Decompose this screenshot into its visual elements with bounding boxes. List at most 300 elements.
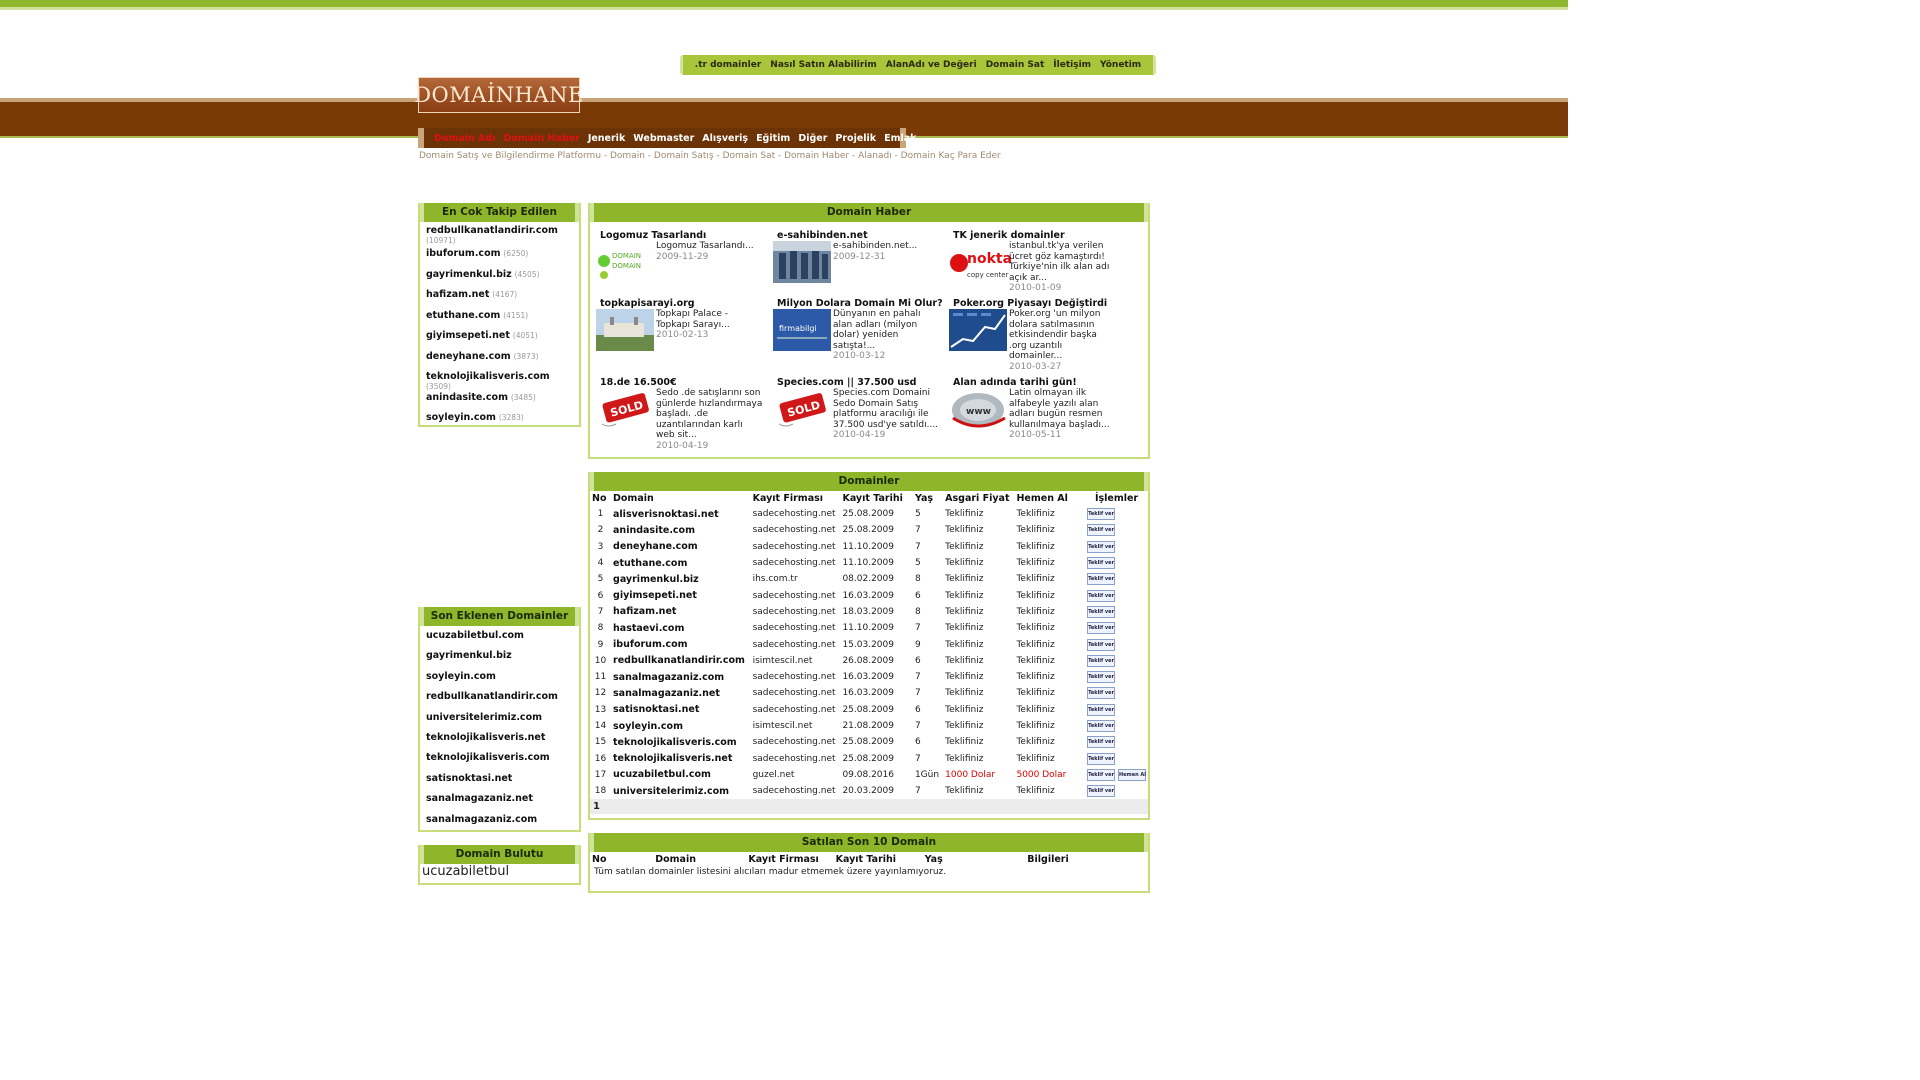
domain-name[interactable]: soyleyin.com bbox=[613, 720, 683, 732]
table-row bbox=[590, 718, 1148, 734]
news-item[interactable] bbox=[600, 377, 770, 451]
table-row bbox=[590, 734, 1148, 750]
domain-age: 7 bbox=[914, 721, 921, 731]
table-row bbox=[590, 783, 1148, 799]
column-header: Kayıt Tarihi bbox=[842, 493, 903, 504]
svg-text:nokta: nokta bbox=[967, 251, 1013, 267]
make-offer-button[interactable]: Teklif ver bbox=[1087, 687, 1115, 699]
news-title[interactable]: Milyon Dolara Domain Mi Olur? bbox=[777, 298, 943, 309]
row-number: 5 bbox=[597, 574, 604, 585]
buy-now-price: Teklifiniz bbox=[1016, 639, 1055, 650]
registration-date: 25.08.2009 bbox=[842, 509, 894, 520]
row-number: 18 bbox=[594, 786, 607, 797]
registrar: isimtescil.net bbox=[752, 655, 813, 666]
table-row bbox=[590, 506, 1148, 522]
top-stripe bbox=[0, 0, 1568, 10]
row-number: 12 bbox=[594, 688, 607, 699]
list-item[interactable]: soyleyin.com bbox=[426, 670, 496, 682]
list-item[interactable] bbox=[420, 389, 579, 410]
list-item[interactable] bbox=[420, 286, 579, 307]
list-item[interactable] bbox=[420, 307, 579, 328]
make-offer-button[interactable]: Teklif ver bbox=[1087, 524, 1115, 536]
column-header: Kayıt Firması bbox=[752, 493, 824, 504]
svg-text:copy center: copy center bbox=[967, 271, 1009, 279]
logo-text: DOMAİNHANE bbox=[414, 83, 584, 107]
minimum-price: Teklifiniz bbox=[945, 688, 984, 699]
recent-added-title: Son Eklenen Domainler bbox=[420, 607, 579, 626]
news-item[interactable] bbox=[953, 230, 1123, 294]
actions-cell bbox=[1085, 587, 1148, 603]
minimum-price: Teklifiniz bbox=[945, 606, 984, 617]
actions-cell bbox=[1085, 620, 1148, 636]
news-title[interactable]: e-sahibinden.net bbox=[777, 230, 868, 241]
row-number: 7 bbox=[597, 606, 604, 617]
news-summary bbox=[656, 309, 764, 341]
domain-news-box bbox=[588, 203, 1150, 459]
news-item[interactable] bbox=[953, 298, 1123, 372]
news-date: 2010-01-09 bbox=[1009, 283, 1062, 294]
row-number: 2 bbox=[597, 525, 604, 536]
news-item[interactable] bbox=[600, 298, 770, 341]
table-row bbox=[590, 587, 1148, 603]
site-logo[interactable] bbox=[414, 77, 584, 113]
registrar: sadecehosting.net bbox=[752, 753, 836, 764]
registration-date: 08.02.2009 bbox=[842, 574, 894, 585]
make-offer-button[interactable]: Teklif ver bbox=[1087, 769, 1115, 781]
table-row bbox=[590, 750, 1148, 766]
column-header: Domain bbox=[613, 493, 654, 504]
row-number: 17 bbox=[594, 769, 607, 780]
view-count: (4505) bbox=[514, 269, 540, 279]
actions-cell bbox=[1085, 522, 1148, 538]
sold-table bbox=[590, 852, 1148, 867]
buy-now-price: Teklifiniz bbox=[1016, 672, 1055, 683]
topnav-link[interactable]: Yönetim bbox=[1100, 60, 1142, 70]
row-number: 15 bbox=[594, 737, 607, 748]
stock-thumb-icon[interactable] bbox=[949, 309, 1007, 351]
news-summary bbox=[833, 241, 941, 262]
registrar: sadecehosting.net bbox=[752, 704, 836, 715]
list-item[interactable]: gayrimenkul.biz bbox=[426, 650, 512, 662]
pagination-page-1[interactable]: 1 bbox=[590, 799, 1148, 814]
registration-date: 25.08.2009 bbox=[842, 704, 894, 715]
news-title[interactable]: Poker.org Piyasayı Değiştirdi bbox=[953, 298, 1108, 309]
news-desc: istanbul.tk'ya verilen ücret göz kamaştırdı! Türkiye'nin ilk alan adı açık ar... bbox=[1009, 241, 1110, 283]
actions-cell bbox=[1085, 783, 1148, 799]
domain-age: 6 bbox=[914, 704, 921, 715]
view-count: (4167) bbox=[492, 290, 518, 299]
list-item[interactable]: ucuzabiletbul.com bbox=[426, 630, 524, 641]
buy-now-price: Teklifiniz bbox=[1016, 704, 1055, 715]
news-summary bbox=[656, 388, 764, 452]
news-title[interactable]: Logomuz Tasarlandı bbox=[600, 230, 707, 241]
category-link[interactable]: Jenerik bbox=[587, 132, 626, 144]
row-number: 1 bbox=[597, 509, 604, 520]
registrar: sadecehosting.net bbox=[752, 737, 836, 748]
topnav-link[interactable]: Nasıl Satın Alabilirim bbox=[770, 60, 877, 70]
buy-now-price: Teklifiniz bbox=[1016, 786, 1055, 797]
registrar: sadecehosting.net bbox=[752, 558, 836, 569]
news-title[interactable]: topkapisarayi.org bbox=[600, 298, 695, 309]
table-row bbox=[590, 620, 1148, 636]
actions-cell bbox=[1085, 636, 1148, 652]
domain-link[interactable]: ibuforum.com bbox=[426, 248, 501, 259]
make-offer-button[interactable]: Teklif ver bbox=[1087, 639, 1115, 651]
list-item[interactable]: satisnoktasi.net bbox=[426, 772, 513, 784]
buy-now-button[interactable]: Hemen Al bbox=[1118, 769, 1146, 781]
list-item[interactable]: sanalmagazaniz.net bbox=[426, 793, 533, 805]
domain-age: 7 bbox=[914, 623, 921, 634]
make-offer-button[interactable]: Teklif ver bbox=[1087, 590, 1115, 602]
make-offer-button[interactable]: Teklif ver bbox=[1087, 671, 1115, 683]
list-item[interactable]: redbullkanatlandirir.com bbox=[426, 691, 558, 703]
domain-cloud-item[interactable]: ucuzabiletbul bbox=[422, 864, 510, 879]
buy-now-price: Teklifiniz bbox=[1016, 509, 1055, 520]
list-item[interactable]: teknolojikalisveris.com bbox=[426, 752, 550, 764]
domain-name[interactable]: sanalmagazaniz.com bbox=[613, 671, 725, 683]
buy-now-price: Teklifiniz bbox=[1016, 737, 1055, 748]
news-date: 2010-05-11 bbox=[1009, 430, 1062, 441]
list-item[interactable] bbox=[420, 409, 579, 430]
registration-date: 26.08.2009 bbox=[842, 655, 894, 666]
buy-now-price: Teklifiniz bbox=[1016, 574, 1055, 585]
row-number: 10 bbox=[594, 655, 607, 666]
registration-date: 25.08.2009 bbox=[842, 753, 894, 764]
domain-age: 7 bbox=[914, 541, 921, 552]
registration-date: 16.03.2009 bbox=[842, 672, 894, 683]
minimum-price: Teklifiniz bbox=[945, 525, 984, 536]
news-date: 2010-02-13 bbox=[656, 330, 709, 341]
column-header: Domain bbox=[655, 854, 696, 865]
topnav-link[interactable]: AlanAdı ve Değeri bbox=[885, 60, 977, 70]
topnav-link[interactable]: .tr domainler bbox=[694, 60, 762, 70]
actions-cell bbox=[1085, 653, 1148, 669]
domain-age: 6 bbox=[914, 655, 921, 666]
minimum-price: Teklifiniz bbox=[945, 623, 984, 634]
registrar: ihs.com.tr bbox=[752, 574, 798, 585]
domains-box bbox=[588, 472, 1150, 820]
buy-now-price: Teklifiniz bbox=[1016, 590, 1055, 601]
svg-text:DOMAIN: DOMAIN bbox=[612, 252, 642, 260]
buy-now-price: Teklifiniz bbox=[1016, 655, 1055, 666]
registration-date: 15.03.2009 bbox=[842, 639, 894, 650]
actions-cell bbox=[1085, 750, 1148, 766]
row-number: 11 bbox=[594, 672, 607, 683]
table-row bbox=[590, 767, 1148, 783]
view-count: (3283) bbox=[498, 413, 524, 422]
minimum-price: Teklifiniz bbox=[945, 672, 984, 683]
most-followed-box bbox=[418, 203, 581, 427]
actions-cell bbox=[1085, 685, 1148, 701]
make-offer-button[interactable]: Teklif ver bbox=[1087, 573, 1115, 585]
column-header: Yaş bbox=[914, 493, 934, 504]
svg-text:SOLD: SOLD bbox=[608, 398, 645, 420]
registration-date: 16.03.2009 bbox=[842, 590, 894, 601]
domain-name[interactable]: etuthane.com bbox=[613, 557, 688, 569]
domain-name[interactable]: teknolojikalisveris.com bbox=[613, 736, 737, 748]
domain-name[interactable]: deneyhane.com bbox=[613, 541, 698, 553]
people-thumb-icon[interactable] bbox=[773, 241, 831, 283]
minimum-price: Teklifiniz bbox=[945, 704, 984, 715]
news-item[interactable] bbox=[777, 230, 947, 262]
topnav-link[interactable]: Domain Sat bbox=[985, 60, 1045, 70]
minimum-price: Teklifiniz bbox=[945, 639, 984, 650]
minimum-price: Teklifiniz bbox=[945, 590, 984, 601]
category-link[interactable]: Projelik bbox=[835, 132, 877, 144]
table-row bbox=[590, 539, 1148, 555]
table-row bbox=[590, 555, 1148, 571]
make-offer-button[interactable]: Teklif ver bbox=[1087, 508, 1115, 520]
list-item[interactable] bbox=[420, 348, 579, 369]
row-number: 8 bbox=[597, 623, 604, 634]
list-item[interactable] bbox=[420, 222, 579, 245]
registration-date: 11.10.2009 bbox=[842, 623, 894, 634]
domain-link[interactable]: anindasite.com bbox=[426, 391, 508, 403]
news-desc: Logomuz Tasarlandı... bbox=[656, 241, 754, 251]
table-row bbox=[590, 669, 1148, 685]
domain-link[interactable]: giyimsepeti.net bbox=[426, 330, 510, 341]
registrar: sadecehosting.net bbox=[752, 590, 836, 601]
domain-name[interactable]: ibuforum.com bbox=[613, 639, 688, 651]
actions-cell bbox=[1085, 571, 1148, 587]
table-row bbox=[590, 636, 1148, 652]
news-title[interactable]: Species.com || 37.500 usd bbox=[777, 377, 917, 388]
news-desc: Dünyanın en pahalı alan adları (milyon dolar) yeniden satışta!... bbox=[833, 309, 921, 351]
news-summary bbox=[1009, 241, 1117, 294]
news-item[interactable] bbox=[600, 230, 770, 270]
make-offer-button[interactable]: Teklif ver bbox=[1087, 622, 1115, 634]
news-date: 2010-03-27 bbox=[1009, 361, 1062, 372]
news-desc: Sedo .de satışlarını son günlerde hızlandırmaya başladı. .de uzantılarından karlı web sit... bbox=[656, 388, 763, 441]
make-offer-button[interactable]: Teklif ver bbox=[1087, 557, 1115, 569]
make-offer-button[interactable]: Teklif ver bbox=[1087, 785, 1115, 797]
registrar: sadecehosting.net bbox=[752, 509, 836, 520]
domain-news-title: Domain Haber bbox=[590, 203, 1148, 222]
table-row bbox=[590, 571, 1148, 587]
make-offer-button[interactable]: Teklif ver bbox=[1087, 736, 1115, 748]
news-date: 2010-04-19 bbox=[656, 440, 709, 451]
domain-link[interactable]: teknolojikalisveris.com bbox=[426, 371, 550, 382]
news-summary bbox=[656, 241, 764, 262]
news-item[interactable] bbox=[953, 377, 1123, 441]
row-number: 3 bbox=[597, 541, 604, 552]
actions-cell bbox=[1085, 718, 1148, 734]
category-link[interactable]: Alışveriş bbox=[702, 132, 749, 144]
minimum-price: Teklifiniz bbox=[945, 558, 984, 569]
registration-date: 11.10.2009 bbox=[842, 541, 894, 552]
buy-now-price: Teklifiniz bbox=[1016, 541, 1055, 552]
most-followed-title: En Cok Takip Edilen bbox=[420, 203, 579, 222]
actions-cell bbox=[1085, 604, 1148, 620]
make-offer-button[interactable]: Teklif ver bbox=[1087, 753, 1115, 765]
registrar: guzel.net bbox=[752, 769, 795, 780]
minimum-price: Teklifiniz bbox=[945, 786, 984, 797]
column-header: Asgari Fiyat bbox=[945, 493, 1010, 504]
domain-cloud-box bbox=[418, 845, 581, 885]
domain-link[interactable]: etuthane.com bbox=[426, 309, 501, 321]
recent-added-box bbox=[418, 607, 581, 832]
view-count: (6250) bbox=[503, 249, 529, 258]
list-item[interactable] bbox=[420, 368, 579, 389]
row-number: 16 bbox=[594, 753, 607, 764]
category-navigation bbox=[418, 128, 917, 148]
table-row bbox=[590, 653, 1148, 669]
domain-name[interactable]: teknolojikalisveris.net bbox=[613, 753, 733, 765]
registrar: isimtescil.net bbox=[752, 721, 813, 731]
breadcrumb: Domain Satış ve Bilgilendirme Platformu - Domain - Domain Satış - Domain Sat - Domain Haber - Alanadı - Domain Kaç Para Eder bbox=[419, 151, 1001, 161]
news-desc: Poker.org 'un milyon dolara satılmasının etkisindendir başka .org uzantılı domainler... bbox=[1009, 309, 1101, 362]
make-offer-button[interactable]: Teklif ver bbox=[1087, 541, 1115, 553]
registration-date: 20.03.2009 bbox=[842, 786, 894, 797]
category-link[interactable]: Webmaster bbox=[633, 132, 695, 144]
sold-title: Satılan Son 10 Domain bbox=[590, 833, 1148, 852]
column-header: No bbox=[592, 854, 607, 865]
domain-name[interactable]: ucuzabiletbul.com bbox=[613, 769, 711, 781]
category-link[interactable]: Domain Haber bbox=[503, 132, 580, 144]
view-count: (4151) bbox=[503, 310, 529, 320]
buy-now-price: Teklifiniz bbox=[1016, 525, 1055, 536]
svg-text:firmabilgi: firmabilgi bbox=[779, 324, 817, 333]
domain-age: 7 bbox=[914, 688, 921, 699]
list-item[interactable] bbox=[420, 327, 579, 348]
list-item[interactable] bbox=[420, 245, 579, 266]
nokta-thumb-icon[interactable] bbox=[949, 241, 1013, 283]
registration-date: 21.08.2009 bbox=[842, 721, 894, 731]
news-summary bbox=[833, 388, 941, 441]
news-date: 2009-11-29 bbox=[656, 251, 709, 262]
domain-link[interactable]: redbullkanatlandirir.com bbox=[426, 225, 558, 236]
buy-now-price: Teklifiniz bbox=[1016, 721, 1055, 731]
actions-cell bbox=[1085, 702, 1148, 718]
list-item[interactable]: sanalmagazaniz.com bbox=[426, 813, 538, 825]
table-row bbox=[590, 685, 1148, 701]
row-number: 14 bbox=[594, 721, 607, 731]
registrar: sadecehosting.net bbox=[752, 606, 836, 617]
domain-name[interactable]: satisnoktasi.net bbox=[613, 704, 700, 716]
registration-date: 25.08.2009 bbox=[842, 737, 894, 748]
news-item[interactable] bbox=[777, 298, 947, 362]
column-header: Kayıt Tarihi bbox=[835, 854, 897, 865]
row-number: 4 bbox=[597, 558, 604, 569]
minimum-price: Teklifiniz bbox=[945, 509, 984, 520]
column-header: Hemen Al bbox=[1016, 493, 1068, 504]
registrar: sadecehosting.net bbox=[752, 688, 836, 699]
list-item[interactable]: universitelerimiz.com bbox=[426, 711, 542, 723]
svg-text:SOLD: SOLD bbox=[785, 398, 822, 420]
domain-name[interactable]: gayrimenkul.biz bbox=[613, 573, 699, 585]
news-item[interactable] bbox=[777, 377, 947, 441]
news-title[interactable]: 18.de 16.500€ bbox=[600, 377, 677, 388]
column-header: Yaş bbox=[924, 854, 943, 865]
domain-age: 6 bbox=[914, 737, 921, 748]
top-navigation bbox=[680, 55, 1156, 75]
news-summary bbox=[1009, 309, 1117, 373]
list-item[interactable] bbox=[420, 266, 579, 287]
buy-now-price: Teklifiniz bbox=[1016, 606, 1055, 617]
buy-now-price: Teklifiniz bbox=[1016, 623, 1055, 634]
domain-link[interactable]: hafizam.net bbox=[426, 289, 490, 300]
view-count: (3873) bbox=[513, 351, 539, 361]
view-count: (10971) bbox=[426, 236, 456, 245]
actions-cell bbox=[1085, 767, 1148, 783]
minimum-price: Teklifiniz bbox=[945, 721, 984, 731]
registrar: sadecehosting.net bbox=[752, 786, 836, 797]
list-item[interactable]: teknolojikalisveris.net bbox=[426, 731, 546, 743]
firmabilgi-thumb-icon[interactable] bbox=[773, 309, 831, 351]
sold-tag-icon[interactable] bbox=[596, 388, 654, 430]
domain-name[interactable]: anindasite.com bbox=[613, 524, 695, 536]
make-offer-button[interactable]: Teklif ver bbox=[1087, 704, 1115, 716]
domain-name[interactable]: redbullkanatlandirir.com bbox=[613, 655, 745, 667]
column-header: Bilgileri bbox=[1027, 854, 1069, 865]
minimum-price: Teklifiniz bbox=[945, 541, 984, 552]
buy-now-price: Teklifiniz bbox=[1016, 753, 1055, 764]
registration-date: 11.10.2009 bbox=[842, 558, 894, 569]
news-desc: Species.com Domaini Sedo Domain Satış platformu aracılığı ile 37.500 usd'ye satıldı.... bbox=[833, 388, 939, 430]
domain-name[interactable]: hastaevi.com bbox=[613, 622, 685, 634]
domain-name[interactable]: universitelerimiz.com bbox=[613, 785, 730, 797]
domain-name[interactable]: alisverisnoktasi.net bbox=[613, 508, 719, 520]
view-count: (4051) bbox=[512, 331, 538, 340]
domain-cloud-title: Domain Bulutu bbox=[420, 845, 579, 864]
sold-tag-icon[interactable] bbox=[773, 388, 831, 430]
domain-link[interactable]: soyleyin.com bbox=[426, 412, 496, 423]
news-title[interactable]: TK jenerik domainler bbox=[953, 230, 1065, 241]
news-summary bbox=[833, 309, 941, 362]
view-count: (3509) bbox=[426, 382, 451, 391]
make-offer-button[interactable]: Teklif ver bbox=[1087, 720, 1115, 732]
domain-link[interactable]: gayrimenkul.biz bbox=[426, 268, 512, 280]
buy-now-price: Teklifiniz bbox=[1016, 558, 1055, 569]
make-offer-button[interactable]: Teklif ver bbox=[1087, 655, 1115, 667]
actions-cell bbox=[1085, 555, 1148, 571]
category-link[interactable]: Diğer bbox=[798, 132, 828, 144]
registration-date: 16.03.2009 bbox=[842, 688, 894, 699]
table-row bbox=[590, 702, 1148, 718]
domain-age: 9 bbox=[914, 639, 921, 650]
column-header: İşlemler bbox=[1094, 493, 1139, 504]
category-link[interactable]: Domain Adı bbox=[434, 132, 496, 144]
make-offer-button[interactable]: Teklif ver bbox=[1087, 606, 1115, 618]
category-link[interactable]: Eğitim bbox=[756, 132, 791, 144]
domain-link[interactable]: deneyhane.com bbox=[426, 350, 511, 362]
palace-thumb-icon[interactable] bbox=[596, 309, 654, 351]
domain-age: 5 bbox=[914, 558, 921, 569]
domain-name[interactable]: sanalmagazaniz.net bbox=[613, 687, 720, 699]
registrar: sadecehosting.net bbox=[752, 525, 836, 536]
category-link[interactable]: Emlak bbox=[884, 132, 917, 144]
table-row bbox=[590, 522, 1148, 538]
registration-date: 09.08.2016 bbox=[842, 769, 894, 780]
news-summary bbox=[1009, 388, 1117, 441]
buy-now-price: 5000 Dolar bbox=[1016, 769, 1067, 780]
www-thumb-icon[interactable] bbox=[949, 388, 1007, 430]
minimum-price: Teklifiniz bbox=[945, 753, 984, 764]
column-header: No bbox=[592, 493, 607, 504]
topnav-link[interactable]: İletişim bbox=[1053, 60, 1092, 70]
domain-age: 8 bbox=[914, 606, 921, 617]
logo-thumb-icon[interactable] bbox=[596, 241, 654, 283]
news-title[interactable]: Alan adında tarihi gün! bbox=[953, 377, 1077, 388]
domain-name[interactable]: giyimsepeti.net bbox=[613, 590, 697, 602]
registrar: sadecehosting.net bbox=[752, 541, 836, 552]
minimum-price: Teklifiniz bbox=[945, 655, 984, 666]
domain-age: 7 bbox=[914, 786, 921, 797]
domain-name[interactable]: hafizam.net bbox=[613, 606, 677, 618]
news-desc: Latin olmayan ilk alfabeyle yazılı alan adları bugün resmen kullanılmaya başladı... bbox=[1009, 388, 1110, 430]
registration-date: 25.08.2009 bbox=[842, 525, 894, 536]
minimum-price: 1000 Dolar bbox=[945, 769, 996, 780]
